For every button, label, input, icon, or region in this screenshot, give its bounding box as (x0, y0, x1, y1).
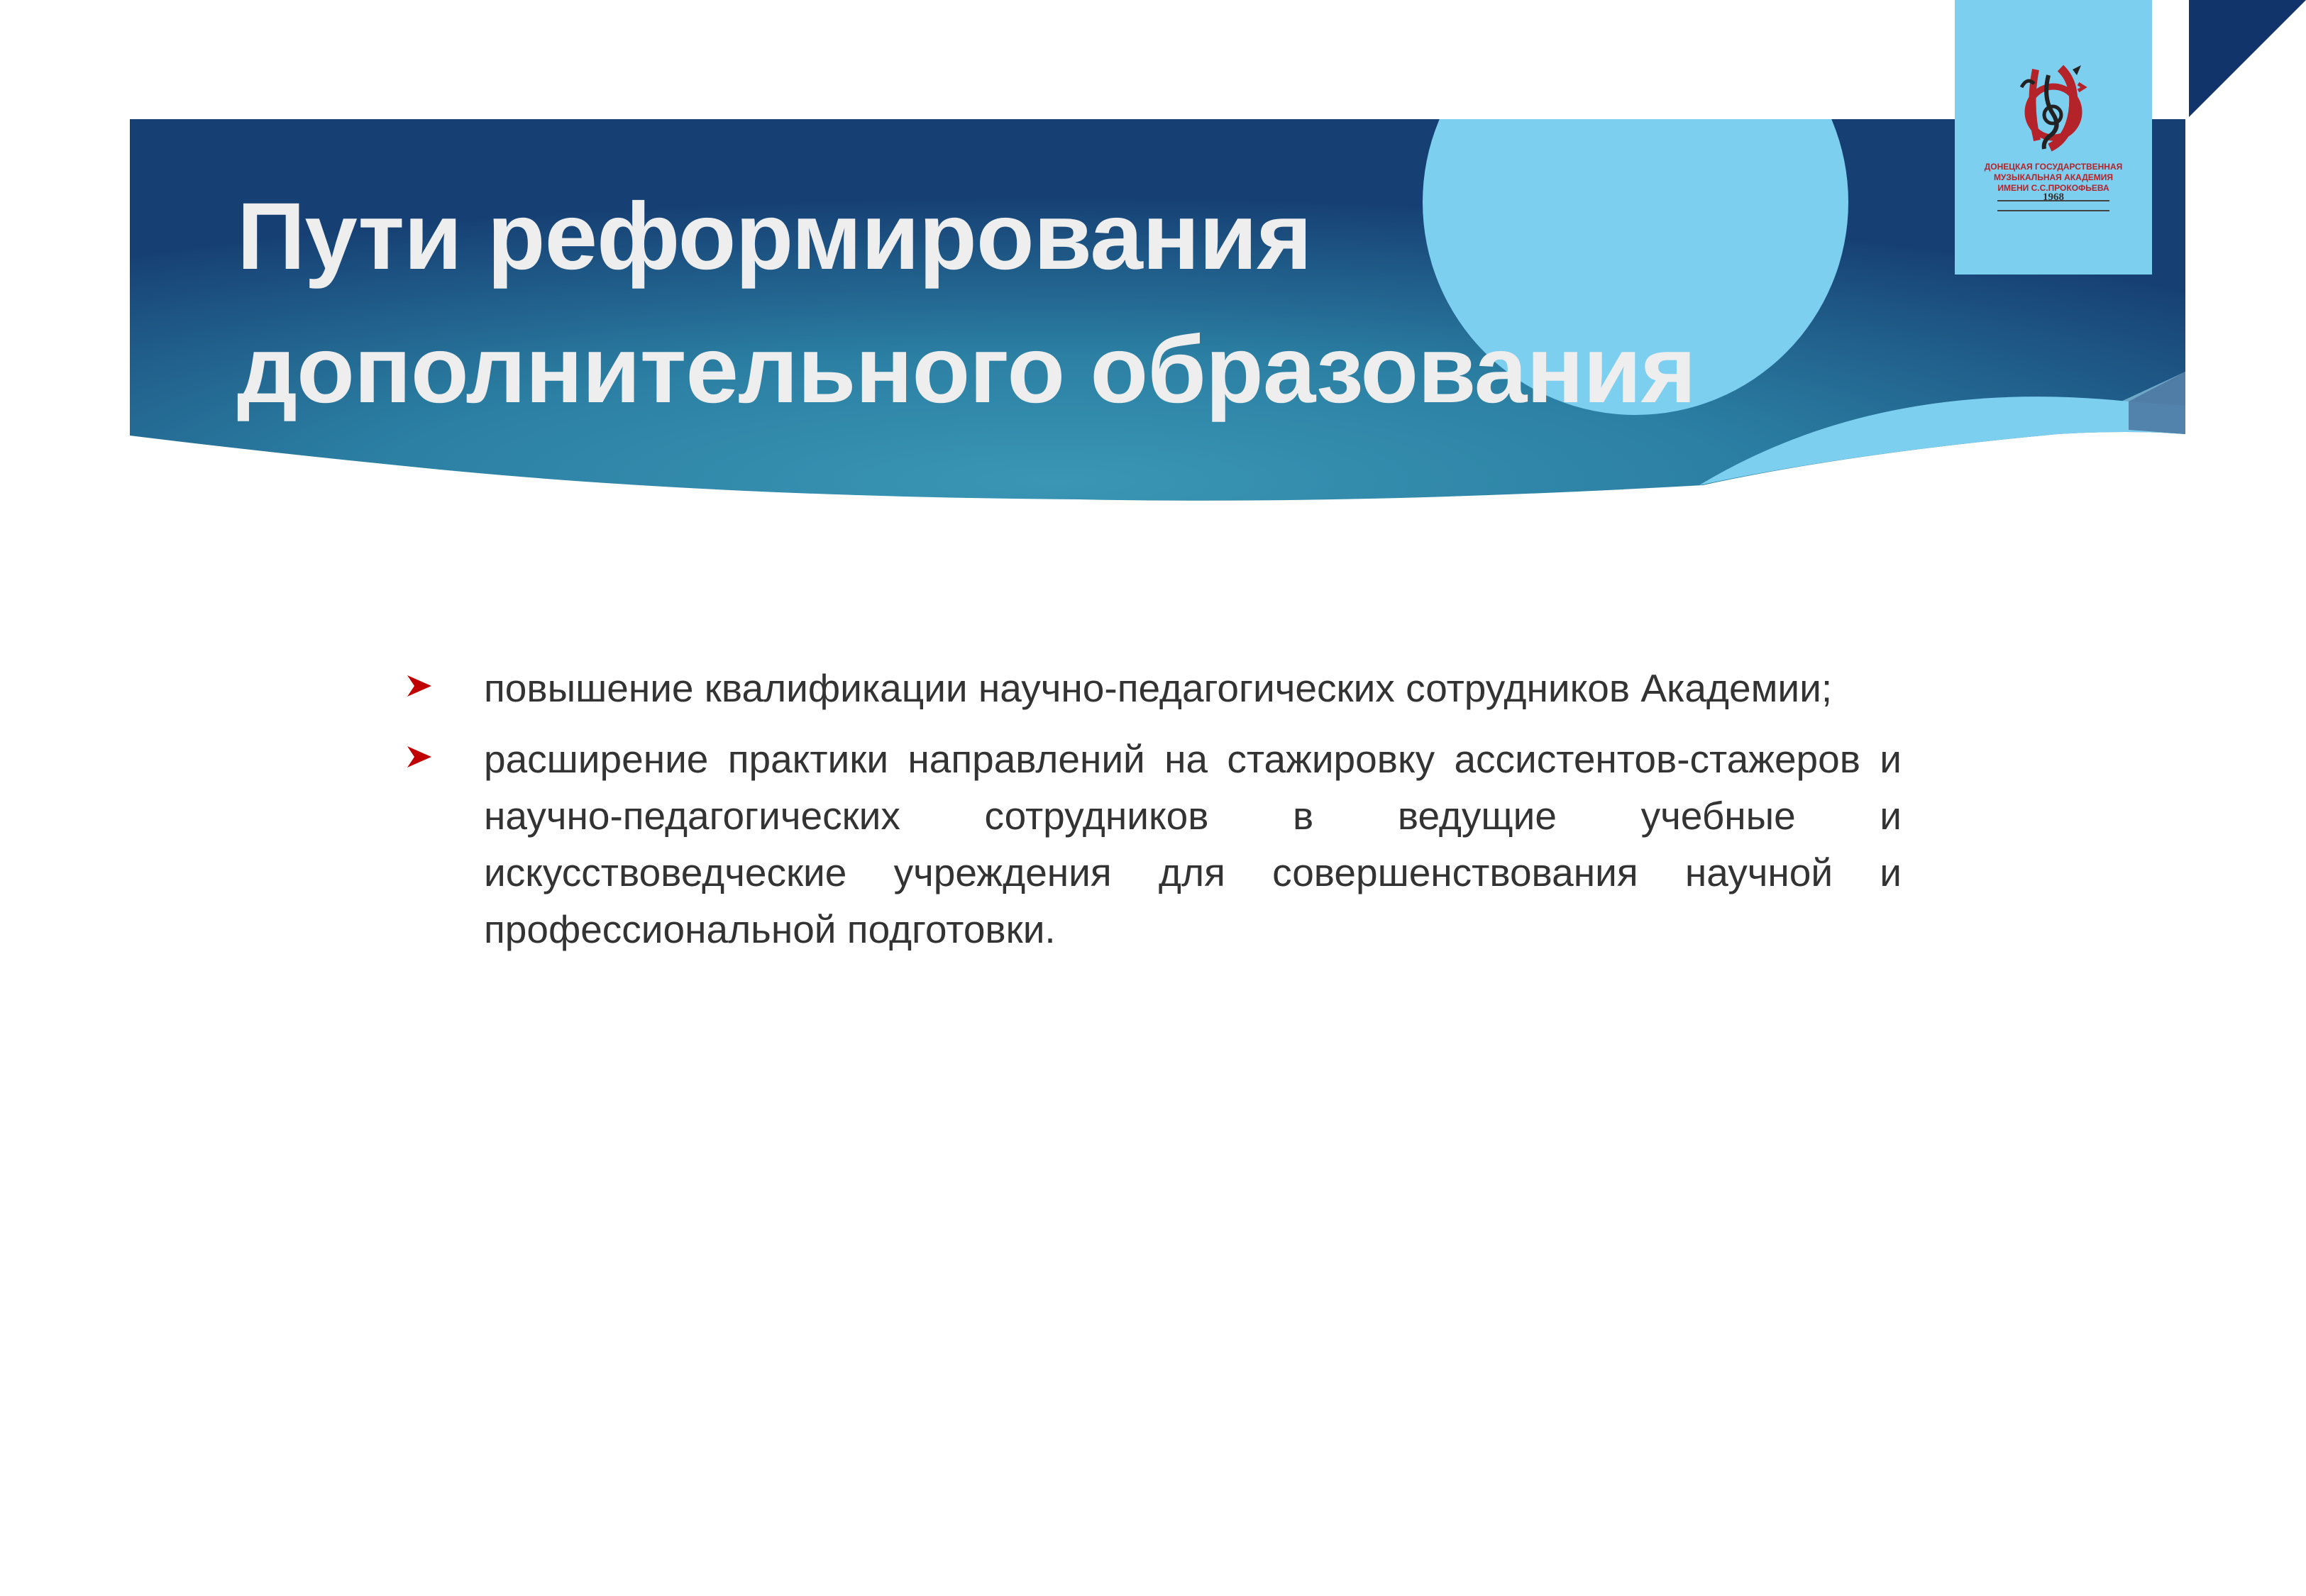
logo-divider-bottom (1997, 210, 2109, 211)
academy-logo (1955, 0, 2152, 275)
slide-title (237, 170, 1869, 437)
title-line-1: Пути реформирования (237, 184, 1312, 289)
bullet-text: повышение квалификации научно-педагогических сотрудников Академии; (484, 666, 1833, 710)
academy-name-line-1: ДОНЕЦКАЯ ГОСУДАРСТВЕННАЯ (1984, 162, 2123, 172)
treble-clef-emblem-icon (1993, 55, 2114, 162)
bullet-text: расширение практики направлений на стажировку ассистентов-стажеров и научно-педагогических сотрудников в ведущие учебные и искусствоведческие учреждения для совершенствования научной и профессиональной подготовки. (484, 737, 1902, 951)
academy-name (1969, 162, 2138, 194)
academy-year: 1968 (2043, 192, 2064, 203)
corner-triangle-decor (2189, 0, 2306, 117)
bullet-item (397, 660, 1902, 716)
arrowhead-icon (407, 675, 431, 697)
academy-name-line-3: ИМЕНИ С.С.ПРОКОФЬЕВА (1997, 183, 2109, 193)
title-line-2: дополнительного образования (237, 317, 1696, 423)
bullet-list (397, 660, 1902, 972)
arrowhead-icon (407, 746, 431, 767)
bullet-item (397, 731, 1902, 958)
academy-name-line-2: МУЗЫКАЛЬНАЯ АКАДЕМИЯ (1993, 172, 2114, 182)
